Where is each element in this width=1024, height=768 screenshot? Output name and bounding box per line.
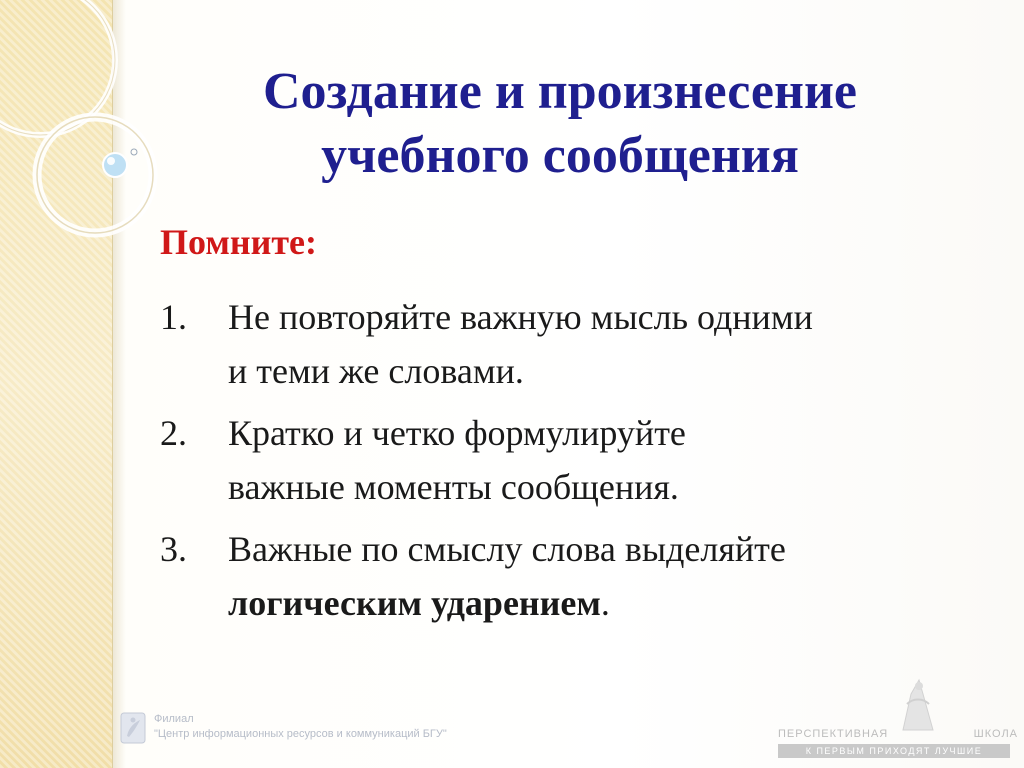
list-item-line-mixed [228,576,990,630]
slide-title-line-2: учебного сообщения [321,127,799,184]
university-logo-icon [120,712,146,744]
list-item-number: 1. [160,297,187,337]
emphasis-text: логическим ударением [228,583,601,623]
footer-left [120,712,447,756]
list-item [160,290,990,398]
footer-left-line-1: Филиал [154,713,194,725]
list-item [160,522,990,630]
footer-right-word-2: ШКОЛА [973,728,1018,740]
list-item-number: 3. [160,529,187,569]
footer-right-title [778,728,1018,740]
footer-right-slogan: К ПЕРВЫМ ПРИХОДЯТ ЛУЧШИЕ [778,744,1010,758]
list-item-number: 2. [160,413,187,453]
list-item-line: Важные по смыслу слова выделяйте [228,529,786,569]
footer-right-word-1: ПЕРСПЕКТИВНАЯ [778,728,889,740]
slide-title-line-1: Создание и произнесение [263,63,857,120]
list-item-text [228,522,990,630]
footer-left-line-2: "Центр информационных ресурсов и коммуникаций БГУ" [154,728,447,740]
footer-right [778,672,1018,762]
remember-label: Помните: [160,222,317,262]
list-item-line: важные моменты сообщения. [228,467,679,507]
rules-list [160,290,990,638]
school-emblem-icon [893,674,943,732]
list-item-text [228,406,990,514]
list-item-line: и теми же словами. [228,351,524,391]
list-item-text [228,290,990,398]
slide-title [120,60,1000,188]
list-item [160,406,990,514]
footer-left-text [154,712,447,742]
list-item-line: Не повторяйте важную мысль одними [228,297,813,337]
list-item-line-tail: . [600,583,610,623]
list-item-line: Кратко и четко формулируйте [228,413,686,453]
